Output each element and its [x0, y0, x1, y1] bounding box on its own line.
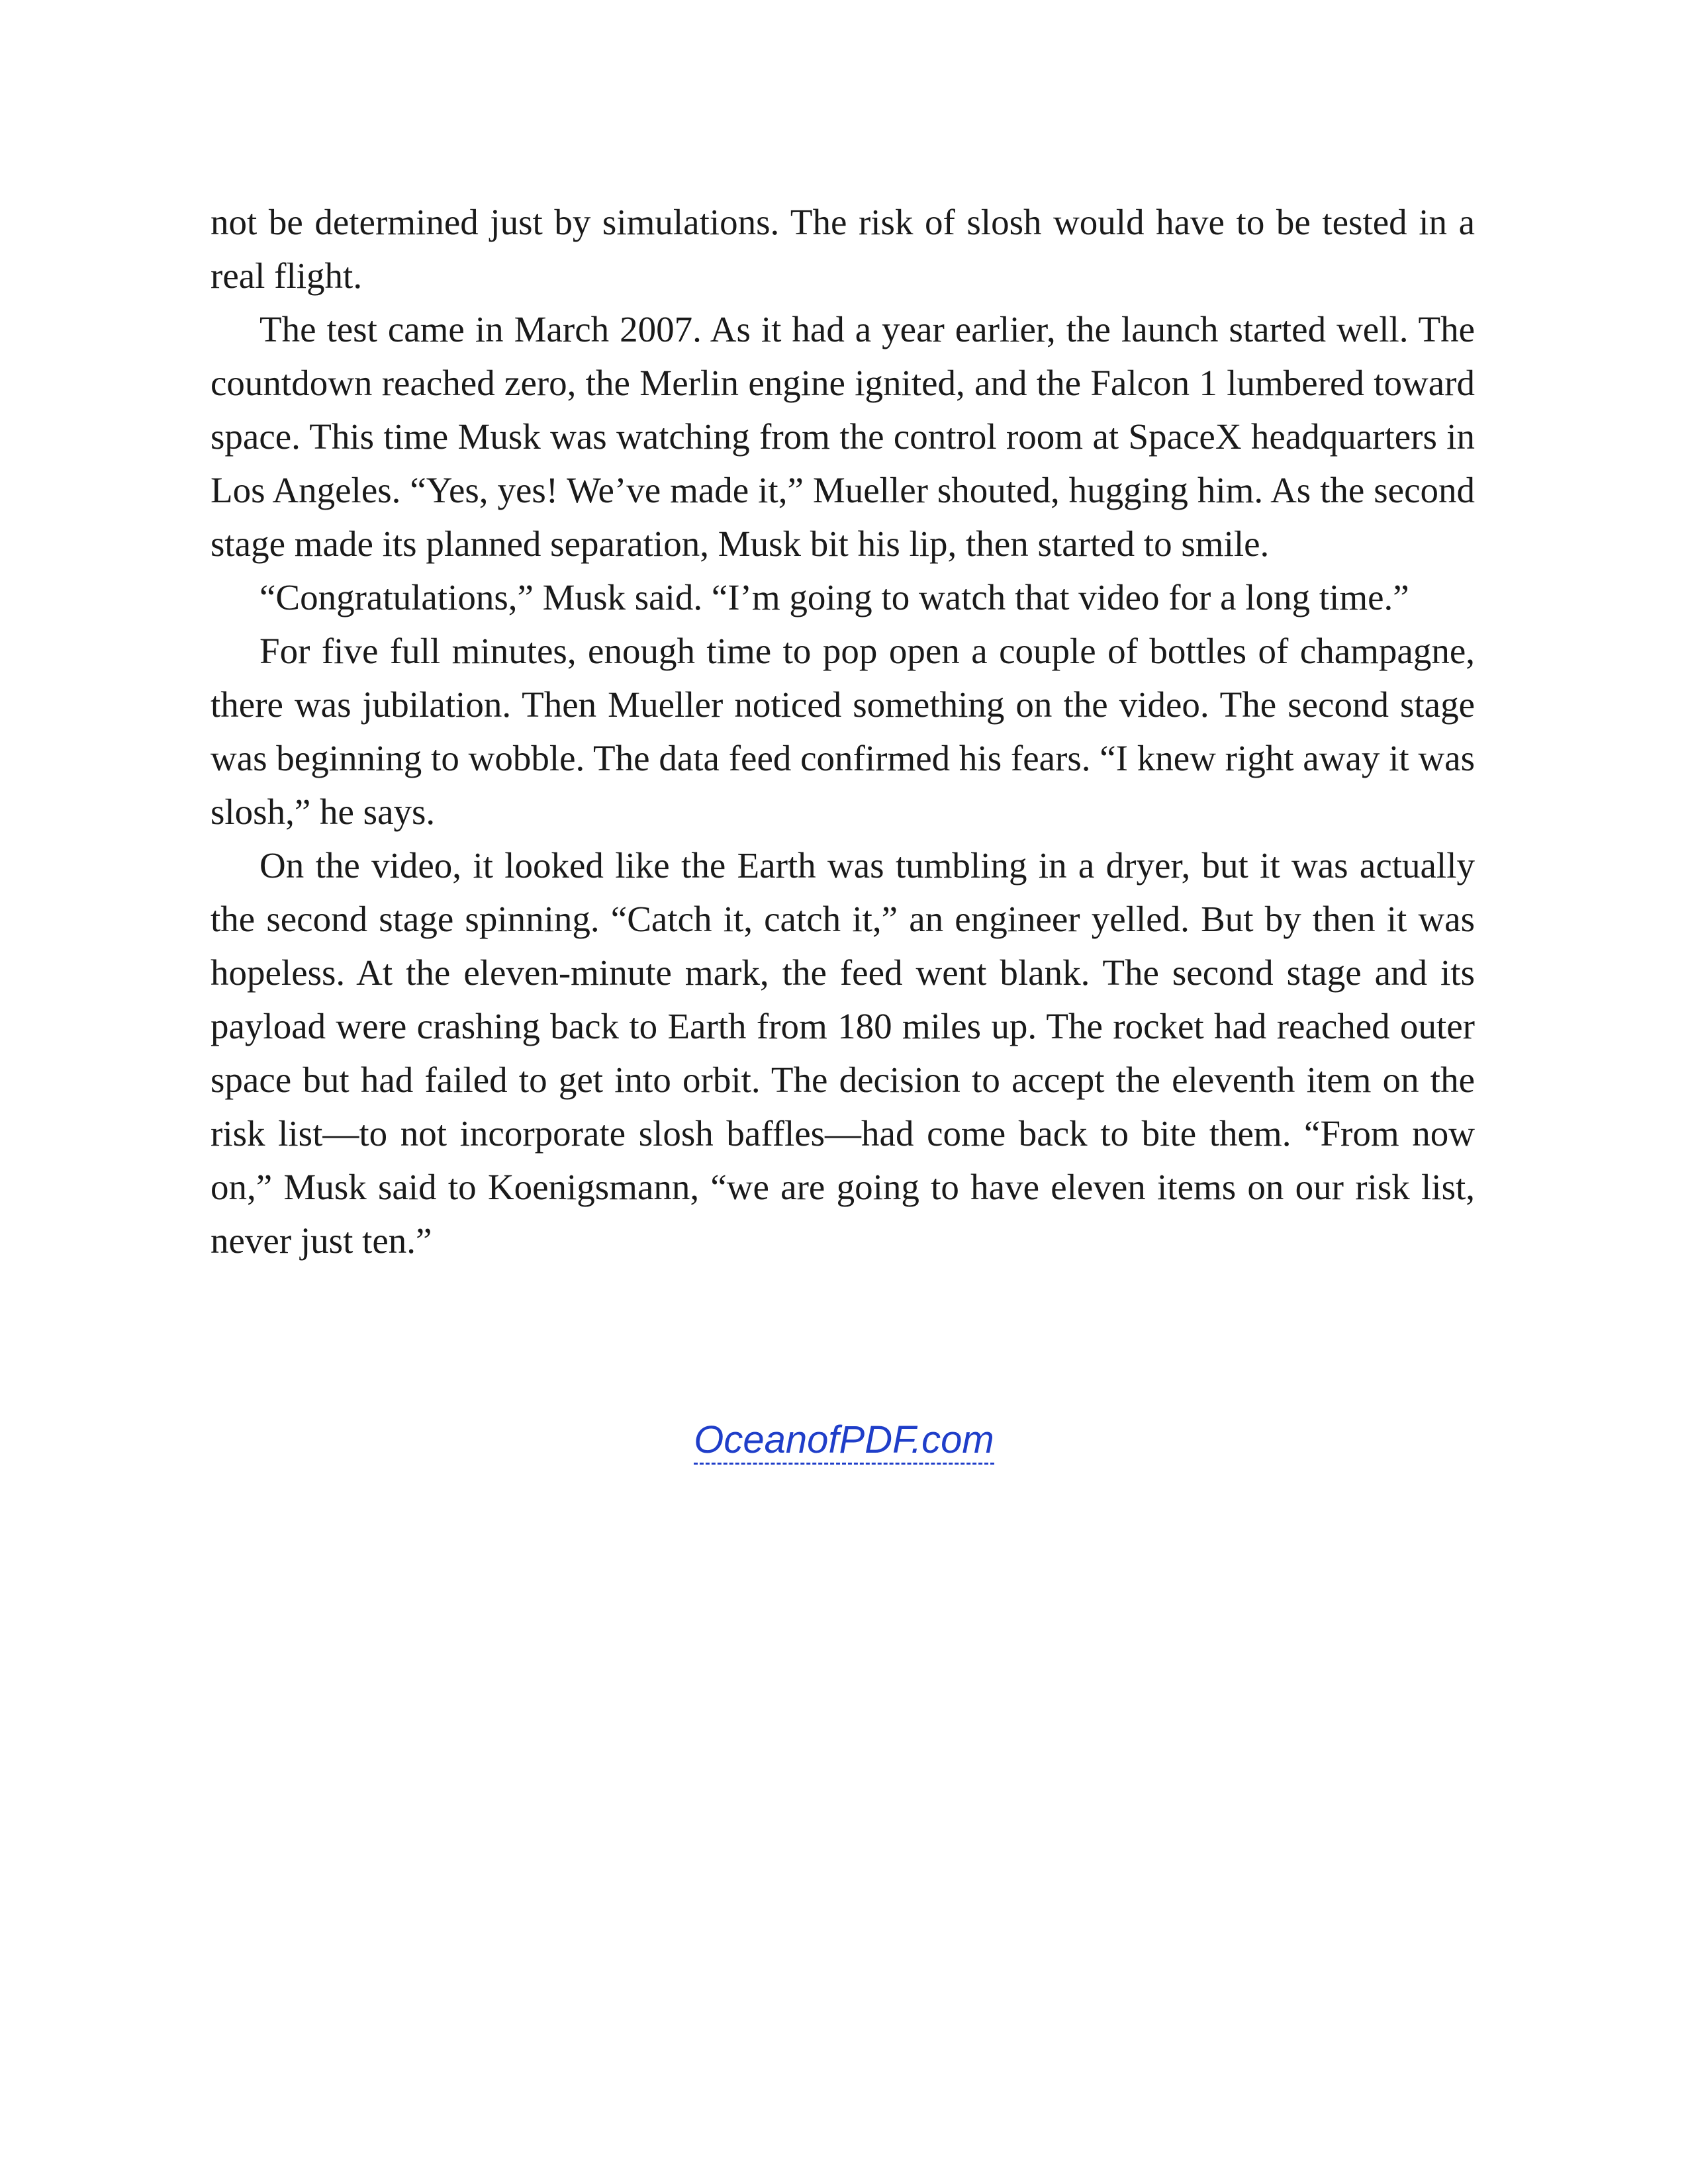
- paragraph-1: not be determined just by simulations. The risk of slosh would have to be tested in a real flight.: [211, 202, 1475, 296]
- paragraph-2: The test came in March 2007. As it had a year earlier, the launch started well. The countdown reached zero, the Merlin engine ignited, and the Falcon 1 lumbered toward space. This time Musk was watching from the control room at SpaceX headquarters in Los Angeles. “Yes, yes! We’ve made it,” Mueller shouted, hugging him. As the second stage made its planned separation, Musk bit his lip, then started to smile.: [211, 309, 1475, 564]
- paragraph-3: “Congratulations,” Musk said. “I’m going to watch that video for a long time.”: [259, 577, 1409, 617]
- paragraph-5: On the video, it looked like the Earth was tumbling in a dryer, but it was actually the second stage spinning. “Catch it, catch it,” an engineer yelled. But by then it was hopeless. At the eleven-minute mark, the feed went blank. The second stage and its payload were crashing back to Earth from 180 miles up. The rocket had reached outer space but had failed to get into orbit. The decision to accept the eleventh item on the risk list—to not incorporate slosh baffles—had come back to bite them. “From now on,” Musk said to Koenigsmann, “we are going to have eleven items on our risk list, never just ten.”: [211, 845, 1475, 1261]
- page-footer: [0, 1418, 1688, 1462]
- oceanofpdf-link[interactable]: OceanofPDF.com: [694, 1418, 994, 1465]
- page-body: [211, 195, 1475, 1267]
- paragraph-4: For five full minutes, enough time to pop open a couple of bottles of champagne, there was jubilation. Then Mueller noticed something on the video. The second stage was beginning to wobble. The data feed confirmed his fears. “I knew right away it was slosh,” he says.: [211, 631, 1475, 832]
